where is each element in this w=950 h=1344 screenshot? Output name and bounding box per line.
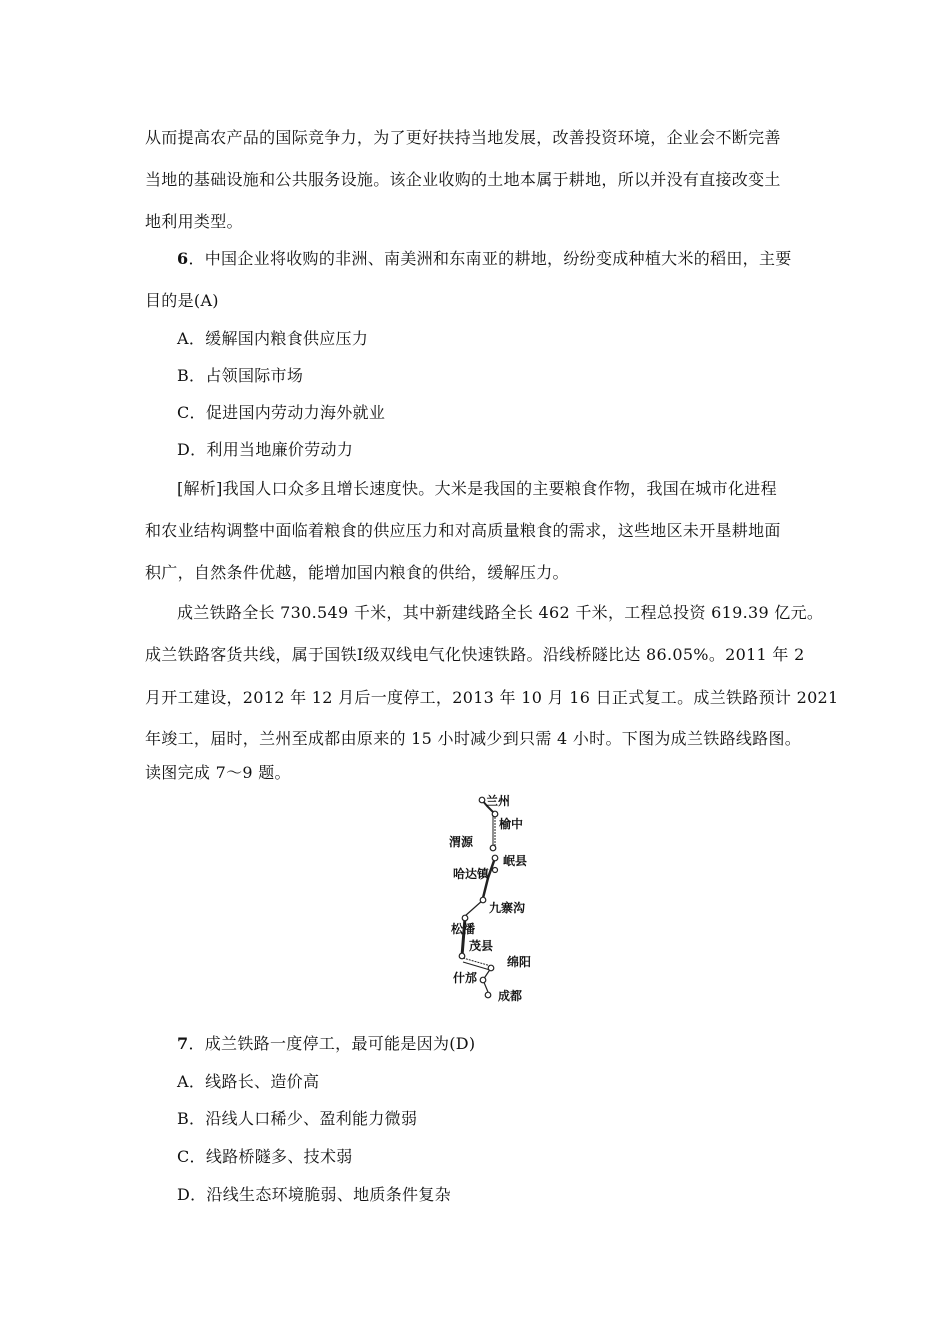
station-jiuzhaigou bbox=[480, 897, 486, 903]
station-label: 兰州 bbox=[486, 794, 511, 808]
analysis-line: 和农业结构调整中面临着粮食的供应压力和对高质量粮食的需求，这些地区未开垦耕地面 bbox=[145, 521, 781, 540]
station-label: 什邡 bbox=[453, 971, 478, 985]
paragraph-line: 从而提高农产品的国际竞争力，为了更好扶持当地发展，改善投资环境，企业会不断完善 bbox=[145, 128, 781, 147]
question-text: ．中国企业将收购的非洲、南美洲和东南亚的耕地，纷纷变成种植大米的稻田，主要 bbox=[188, 249, 792, 268]
station-label: 茂县 bbox=[469, 939, 494, 953]
option-b: B．占领国际市场 bbox=[177, 366, 304, 385]
station-label: 哈达镇 bbox=[453, 867, 490, 881]
station-shifang bbox=[480, 977, 486, 983]
passage-line: 年竣工，届时，兰州至成都由原来的 15 小时减少到只需 4 小时。下图为成兰铁路线路图。 bbox=[145, 729, 802, 748]
option-a: A．线路长、造价高 bbox=[177, 1072, 320, 1091]
paragraph-line: 地利用类型。 bbox=[145, 212, 243, 231]
option-a: A．缓解国内粮食供应压力 bbox=[177, 329, 369, 348]
station-chengdu bbox=[485, 992, 491, 998]
station-songpan bbox=[462, 915, 468, 921]
station-lanzhou bbox=[479, 797, 485, 803]
passage-line: 成兰铁路客货共线，属于国铁Ⅰ级双线电气化快速铁路。沿线桥隧比达 86.05%。2011 年 2 bbox=[145, 645, 805, 664]
station-label: 岷县 bbox=[503, 854, 528, 868]
station-maoxian bbox=[459, 953, 465, 959]
question-number: 6 bbox=[177, 249, 189, 268]
option-b: B．沿线人口稀少、盈利能力微弱 bbox=[177, 1109, 418, 1128]
station-yuzhong bbox=[492, 811, 498, 817]
station-label: 九寨沟 bbox=[489, 901, 526, 915]
railway-line bbox=[462, 800, 495, 992]
station-label: 榆中 bbox=[499, 817, 524, 831]
question-6-stem-cont: 目的是(A) bbox=[145, 291, 219, 310]
option-c: C．线路桥隧多、技术弱 bbox=[177, 1147, 353, 1166]
question-6-stem bbox=[177, 249, 792, 269]
analysis-line: 积广，自然条件优越，能增加国内粮食的供给，缓解压力。 bbox=[145, 563, 569, 582]
station-label: 渭源 bbox=[449, 835, 474, 849]
option-d: D．利用当地廉价劳动力 bbox=[177, 440, 354, 459]
question-text: ．成兰铁路一度停工，最可能是因为(D) bbox=[188, 1034, 476, 1053]
passage-line: 读图完成 7～9 题。 bbox=[145, 763, 291, 782]
station-minxian bbox=[492, 855, 498, 861]
question-number: 7 bbox=[177, 1034, 189, 1053]
station-label: 绵阳 bbox=[507, 955, 532, 969]
station-weiyuan bbox=[490, 845, 496, 851]
option-d: D．沿线生态环境脆弱、地质条件复杂 bbox=[177, 1185, 451, 1204]
analysis-line: [解析]我国人口众多且增长速度快。大米是我国的主要粮食作物，我国在城市化进程 bbox=[177, 479, 777, 498]
passage-line: 月开工建设，2012 年 12 月后一度停工，2013 年 10 月 16 日正式复工。成兰铁路预计 2021 bbox=[145, 688, 839, 707]
railway-route-map bbox=[445, 788, 545, 1008]
station-label: 松潘 bbox=[451, 922, 476, 936]
passage-line: 成兰铁路全长 730.549 千米，其中新建线路全长 462 千米，工程总投资 619.39 亿元。 bbox=[177, 603, 824, 622]
paragraph-line: 当地的基础设施和公共服务设施。该企业收购的土地本属于耕地，所以并没有直接改变土 bbox=[145, 170, 781, 189]
station-label: 成都 bbox=[498, 989, 523, 1003]
option-c: C．促进国内劳动力海外就业 bbox=[177, 403, 386, 422]
station-hadazhen bbox=[493, 868, 498, 873]
station-mianyang bbox=[488, 965, 494, 971]
question-7-stem bbox=[177, 1034, 475, 1054]
